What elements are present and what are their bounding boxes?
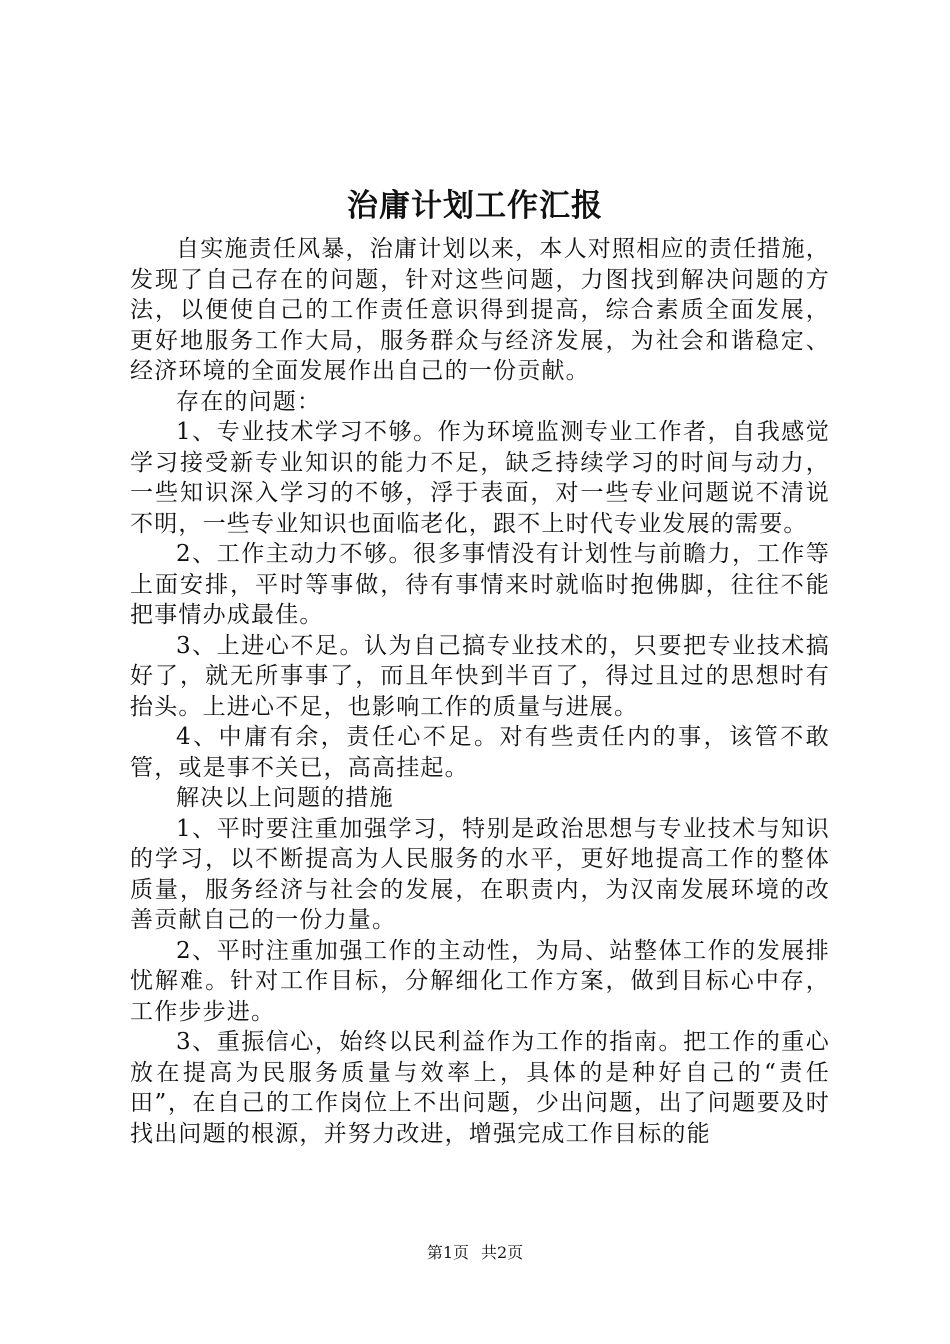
document-body	[130, 234, 830, 1149]
page-number: 第1页	[426, 1243, 469, 1262]
paragraph-intro: 自实施责任风暴，治庸计划以来，本人对照相应的责任措施，发现了自己存在的问题，针对这些问题，力图找到解决问题的方法，以便使自己的工作责任意识得到提高，综合素质全面发展，更好地服务工作大局，服务群众与经济发展，为社会和谐稳定、经济环境的全面发展作出自己的一份贡献。	[130, 236, 830, 384]
problem-item-4: 4、中庸有余，责任心不足。对有些责任内的事，该管不敢管，或是事不关已，高高挂起。	[130, 724, 830, 781]
page-footer	[0, 1242, 950, 1264]
problem-item-2: 2、工作主动力不够。很多事情没有计划性与前瞻力，工作等上面安排，平时等事做，待有事情来时就临时抱佛脚，往往不能把事情办成最佳。	[130, 541, 830, 628]
page-total: 共2页	[481, 1243, 524, 1262]
problem-item-3: 3、上进心不足。认为自己搞专业技术的，只要把专业技术搞好了，就无所事事了，而且年快到半百了，得过且过的思想时有抬头。上进心不足，也影响工作的质量与进展。	[130, 632, 830, 720]
measure-item-1: 1、平时要注重加强学习，特别是政治思想与专业技术与知识的学习，以不断提高为人民服务的水平，更好地提高工作的整体质量，服务经济与社会的发展，在职责内，为汉南发展环境的改善贡献自己的一份力量。	[130, 815, 830, 933]
measure-item-3: 3、重振信心，始终以民利益作为工作的指南。把工作的重心放在提高为民服务质量与效率上，具体的是种好自己的“责任田”，在自己的工作岗位上不出问题，少出问题，出了问题要及时找出问题的根源，并努力改进，增强完成工作目标的能	[130, 1029, 830, 1147]
measure-item-2: 2、平时注重加强工作的主动性，为局、站整体工作的发展排忧解难。针对工作目标，分解细化工作方案，做到目标心中存，工作步步进。	[130, 937, 830, 1025]
document-title: 治庸计划工作汇报	[347, 188, 603, 224]
section-heading-measures: 解决以上问题的措施	[176, 785, 394, 811]
section-heading-problems: 存在的问题：	[176, 388, 322, 415]
problem-item-1: 1、专业技术学习不够。作为环境监测专业工作者，自我感觉学习接受新专业知识的能力不足，缺乏持续学习的时间与动力，一些知识深入学习的不够，浮于表面，对一些专业问题说不清说不明，一些专业知识也面临老化，跟不上时代专业发展的需要。	[130, 419, 830, 537]
